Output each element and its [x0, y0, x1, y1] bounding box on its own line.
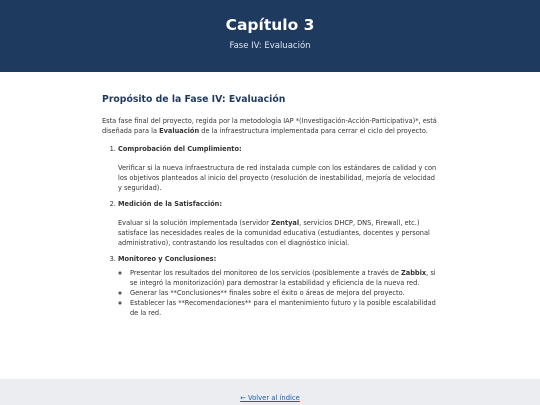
steps-list: [102, 144, 438, 318]
page-footer: [0, 379, 540, 405]
bullet-text-1: Presentar los resultados del monitoreo de los servicios (posiblemente a través de: [130, 269, 401, 277]
bullet-item: ◦ Establecer las **Recomendaciones** para el mantenimiento futuro y la posible escalabilidad de la red.: [130, 298, 438, 318]
step-body-text-2: , servicios DHCP, DNS, Firewall, etc.) satisface las necesidades reales de la comunidad educativa (estudiantes, docentes y personal administrativo), contrastando los resultados con el diagnóstico inicial.: [118, 219, 430, 247]
bullet-bold: Zabbix: [400, 269, 427, 277]
step-title: Monitoreo y Conclusiones:: [118, 255, 217, 263]
step-body-text-1: Evaluar si la solución implementada (servidor: [118, 219, 272, 227]
intro-text-2: de la infraestructura implementada para cerrar el ciclo del proyecto.: [199, 127, 428, 135]
step-body: Verificar si la nueva infraestructura de red instalada cumple con los estándares de calidad y con los objetivos planteados al inicio del proyecto (resolución de inestabilidad, mejoría de velocidad y seguridad).: [118, 164, 437, 192]
step-title: Medición de la Satisfacción:: [118, 200, 222, 208]
step-title: Comprobación del Cumplimiento:: [118, 145, 242, 153]
bullet-item: ◦ Generar las **Conclusiones** finales sobre el éxito o áreas de mejora del proyecto.: [130, 288, 438, 298]
intro-text-1: Esta fase final del proyecto, regida por la metodología IAP *(Investigación-Acción-Participativa)*, está diseñada para la: [102, 117, 437, 135]
step-body: [118, 218, 438, 248]
back-to-index-link[interactable]: ← Volver al índice: [240, 394, 300, 402]
bullet-item: [130, 268, 438, 288]
intro-bold: Evaluación: [159, 127, 200, 135]
step-body-bold: Zentyal: [271, 219, 300, 227]
step-item: [118, 254, 438, 318]
step-item: [118, 199, 438, 248]
page-subtitle: Fase IV: Evaluación: [229, 41, 311, 51]
page-title: Capítulo 3: [225, 16, 315, 34]
content-card: [0, 72, 540, 379]
bullet-text-2: , si se integró la monitorización) para demostrar la estabilidad y eficiencia de la nueva red.: [130, 269, 436, 287]
intro-paragraph: [102, 116, 438, 136]
conclusions-bullet-list: [118, 268, 438, 318]
page-header: [0, 0, 540, 72]
step-item: [118, 144, 438, 193]
section-heading: Propósito de la Fase IV: Evaluación: [102, 94, 286, 105]
